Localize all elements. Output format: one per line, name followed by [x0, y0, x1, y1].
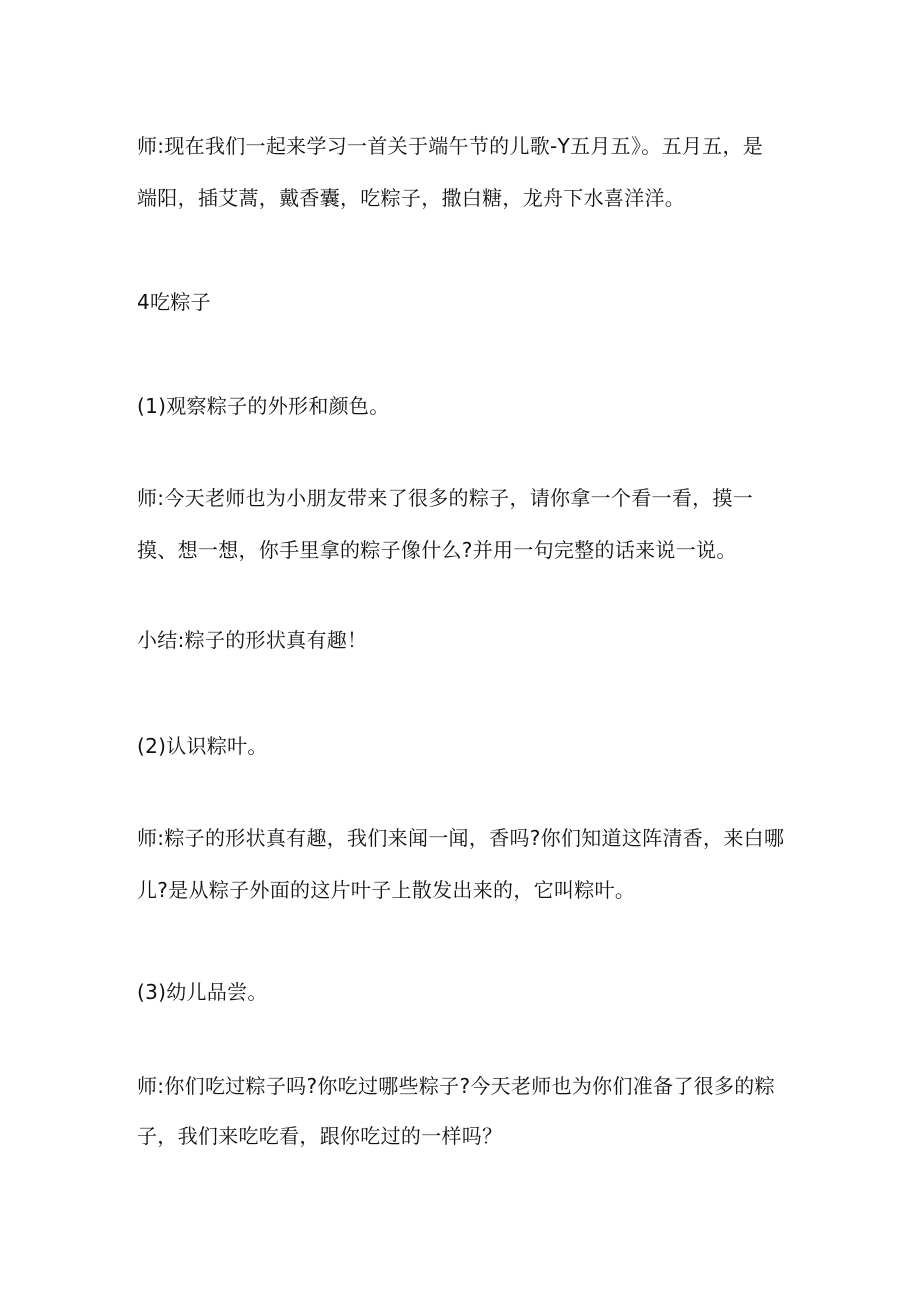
- text-line: 子，我们来吃吃看，跟你吃过的一样吗？: [137, 1124, 503, 1148]
- text-line: 师:现在我们一起来学习一首关于端午节的儿歌-Y五月五》。五月五，是: [137, 134, 764, 158]
- text-line: 师:你们吃过粽子吗?你吃过哪些粽子?今天老师也为你们准备了很多的粽: [137, 1074, 775, 1098]
- section-heading: 4吃粽子: [137, 290, 211, 314]
- subsection-heading: (2)认识粽叶。: [137, 734, 268, 758]
- text-line: 师:粽子的形状真有趣，我们来闻一闻，香吗?你们知道这阵清香，来白哪: [137, 826, 785, 850]
- text-line: 儿?是从粽子外面的这片叶子上散发出来的，它叫粽叶。: [137, 878, 636, 902]
- text-line: 端阳，插艾蒿，戴香囊，吃粽子，撒白糖，龙舟下水喜洋洋。: [137, 186, 686, 210]
- text-line: 师:今天老师也为小朋友带来了很多的粽子，请你拿一个看一看，摸一: [137, 486, 754, 510]
- text-line: 摸、想一想，你手里拿的粽子像什么?并用一句完整的话来说一说。: [137, 538, 737, 562]
- subsection-heading: (1)观察粽子的外形和颜色。: [137, 394, 390, 418]
- summary-line: 小结:粽子的形状真有趣！: [137, 628, 368, 652]
- subsection-heading: (3)幼儿品尝。: [137, 980, 268, 1004]
